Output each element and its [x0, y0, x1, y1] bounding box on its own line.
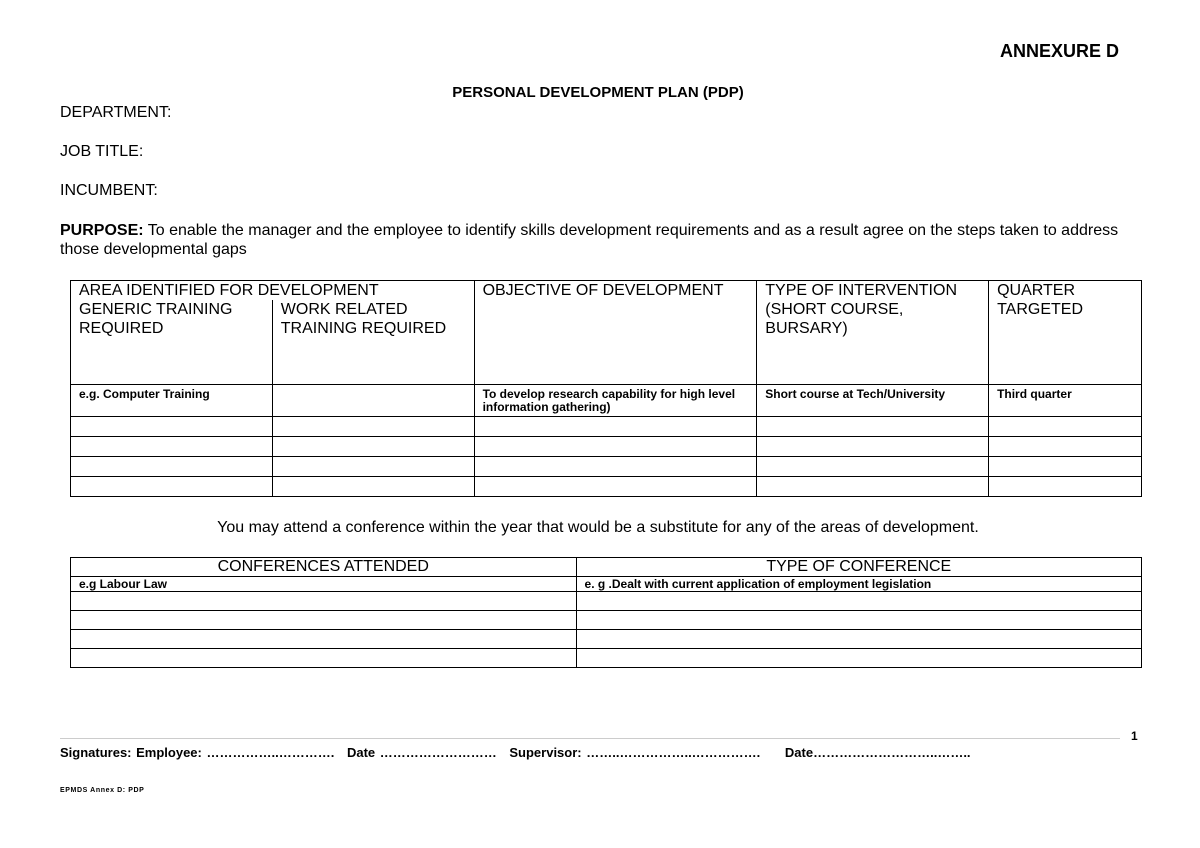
table-cell[interactable]	[989, 457, 1142, 477]
table-cell[interactable]	[272, 437, 474, 457]
example-row	[71, 385, 1142, 417]
type-of-conference-header: TYPE OF CONFERENCE	[576, 558, 1141, 577]
work-related-training-header: WORK RELATED TRAINING REQUIRED	[272, 300, 474, 385]
table-cell[interactable]	[474, 477, 757, 497]
example-conference-cell: e.g Labour Law	[71, 577, 577, 592]
example-work-cell	[272, 385, 474, 417]
footer-rule	[60, 738, 1120, 739]
table-cell[interactable]	[71, 611, 577, 630]
table-row	[71, 417, 1142, 437]
table-cell[interactable]	[757, 477, 989, 497]
table-cell[interactable]	[474, 437, 757, 457]
table-cell[interactable]	[71, 417, 273, 437]
signature-line	[60, 745, 979, 760]
table-cell[interactable]	[71, 592, 577, 611]
document-title: PERSONAL DEVELOPMENT PLAN (PDP)	[452, 84, 744, 101]
table-row	[71, 457, 1142, 477]
area-identified-header: AREA IDENTIFIED FOR DEVELOPMENT	[71, 281, 475, 301]
table-cell[interactable]	[989, 477, 1142, 497]
example-generic-cell: e.g. Computer Training	[71, 385, 273, 417]
table-cell[interactable]	[272, 417, 474, 437]
table-cell[interactable]	[576, 649, 1141, 668]
supervisor-date: Date………………………..……..	[784, 745, 971, 760]
conference-table	[70, 557, 1142, 668]
employee-date: Date ………………………	[346, 745, 497, 760]
job-title-field: JOB TITLE:	[60, 143, 144, 160]
table-cell[interactable]	[989, 417, 1142, 437]
table-cell[interactable]	[576, 630, 1141, 649]
table-cell[interactable]	[71, 457, 273, 477]
conference-example-row	[71, 577, 1142, 592]
purpose-statement	[60, 221, 1140, 259]
pdp-table	[70, 280, 1142, 497]
objective-header: OBJECTIVE OF DEVELOPMENT	[474, 281, 757, 385]
table-row	[71, 592, 1142, 611]
quarter-header: QUARTER TARGETED	[989, 281, 1142, 385]
table-cell[interactable]	[576, 592, 1141, 611]
table-cell[interactable]	[757, 417, 989, 437]
purpose-text: To enable the manager and the employee to identify skills development requirements and as a result agree on the steps taken to address those developmental gaps	[60, 222, 1119, 258]
table-row	[71, 437, 1142, 457]
table-row	[71, 649, 1142, 668]
incumbent-field: INCUMBENT:	[60, 182, 158, 199]
example-intervention-cell: Short course at Tech/University	[757, 385, 989, 417]
employee-signature: Signatures: Employee: ……………..………….	[60, 745, 335, 760]
page-number: 1	[1131, 729, 1138, 743]
table-cell[interactable]	[71, 437, 273, 457]
table-cell[interactable]	[757, 457, 989, 477]
table-cell[interactable]	[474, 417, 757, 437]
intervention-header: TYPE OF INTERVENTION (SHORT COURSE, BURSARY)	[757, 281, 989, 385]
table-cell[interactable]	[474, 457, 757, 477]
example-conference-type-cell: e. g .Dealt with current application of employment legislation	[576, 577, 1141, 592]
table-cell[interactable]	[989, 437, 1142, 457]
example-quarter-cell: Third quarter	[989, 385, 1142, 417]
annexure-label: ANNEXURE D	[1000, 41, 1120, 61]
conferences-attended-header: CONFERENCES ATTENDED	[71, 558, 577, 577]
table-cell[interactable]	[71, 649, 577, 668]
purpose-label: PURPOSE:	[60, 222, 144, 239]
conference-note: You may attend a conference within the year that would be a substitute for any of the areas of development.	[217, 519, 979, 536]
table-cell[interactable]	[272, 457, 474, 477]
supervisor-signature: Supervisor: ……..……………..…………….	[509, 745, 761, 760]
table-cell[interactable]	[576, 611, 1141, 630]
table-row	[71, 611, 1142, 630]
generic-training-header: GENERIC TRAINING REQUIRED	[71, 300, 273, 385]
example-objective-cell: To develop research capability for high level information gathering)	[474, 385, 757, 417]
table-row	[71, 630, 1142, 649]
table-cell[interactable]	[757, 437, 989, 457]
table-cell[interactable]	[272, 477, 474, 497]
table-row	[71, 477, 1142, 497]
table-cell[interactable]	[71, 630, 577, 649]
table-cell[interactable]	[71, 477, 273, 497]
department-field: DEPARTMENT:	[60, 104, 172, 121]
document-footer: EPMDS Annex D: PDP	[60, 787, 145, 794]
